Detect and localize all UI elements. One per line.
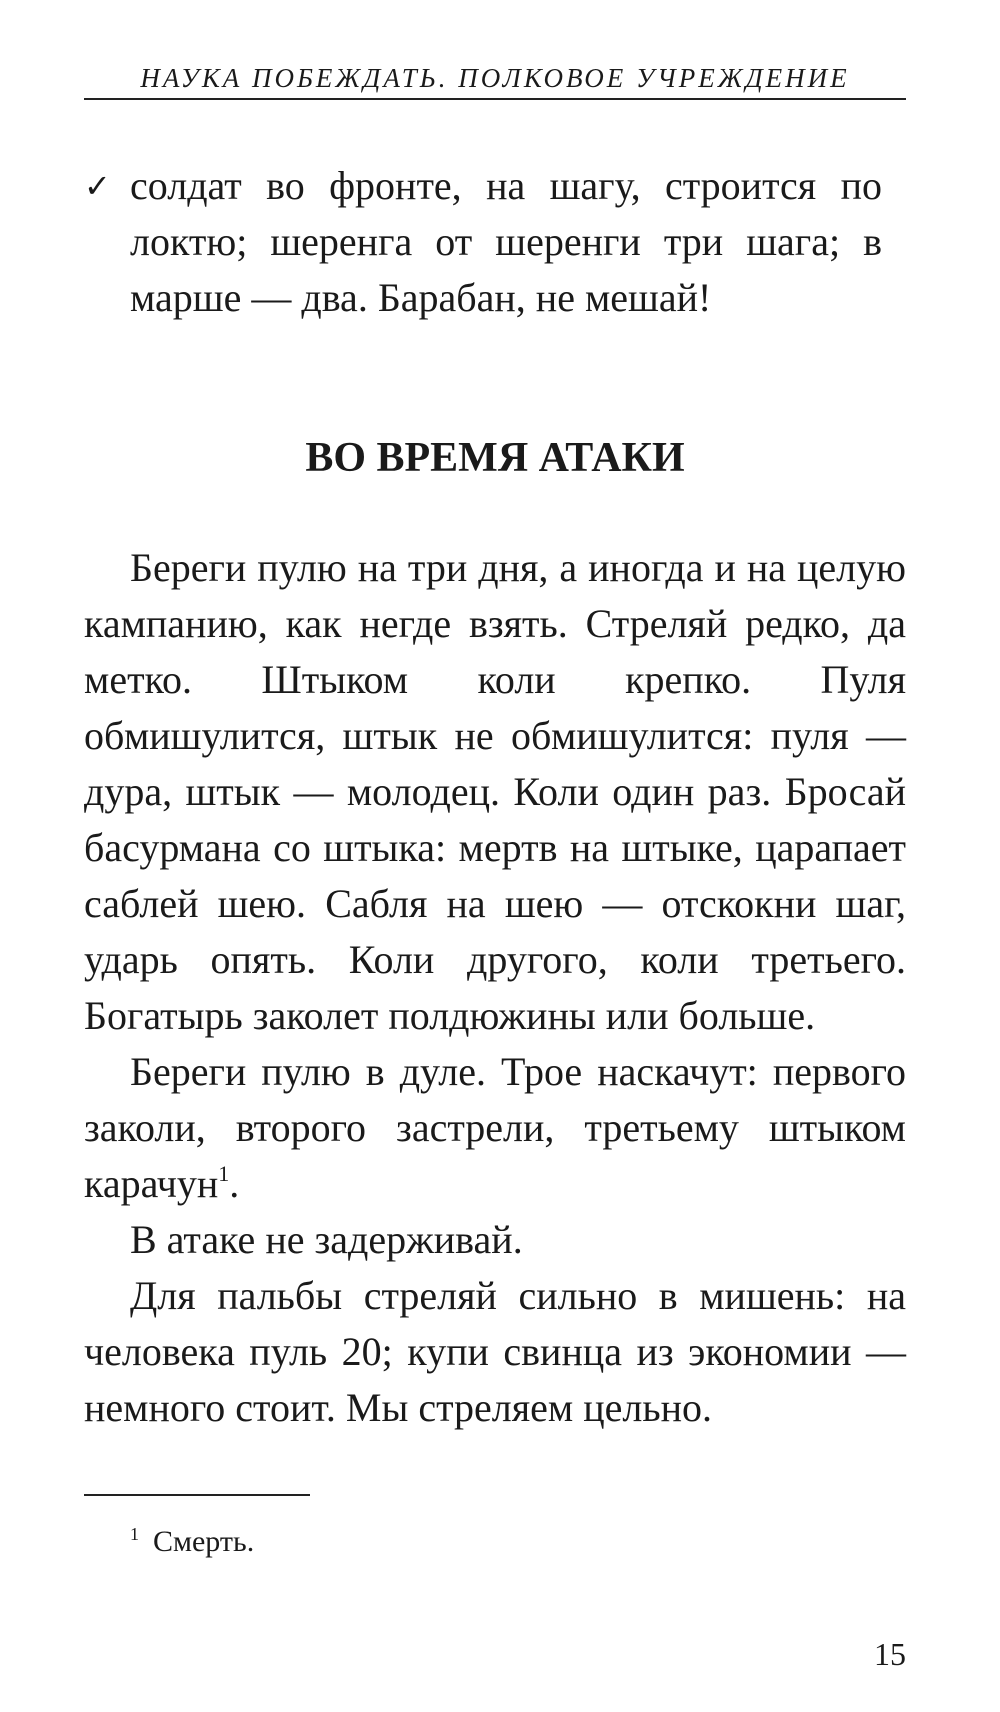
paragraph-1: Береги пулю на три дня, а иногда и на целую кампанию, как негде взять. Стреляй редко, да метко. Штыком коли крепко. Пуля обмишулится, штык не обмишулится: пуля — дура, штык — молодец. Коли один раз. Бросай басурмана со штыка: мертв на штыке, царапает саблей шею. Сабля на шею — отскокни шаг, ударь опять. Коли другого, коли третьего. Богатырь заколет полдюжины или больше.	[84, 545, 906, 1038]
footnote-text: Смерть.	[153, 1525, 255, 1558]
paragraph-3: В атаке не задерживай.	[130, 1217, 523, 1262]
paragraph-2-tail: .	[229, 1161, 240, 1206]
paragraph-2	[84, 1044, 906, 1212]
paragraph-4: Для пальбы стреляй сильно в мишень: на человека пуль 20; купи свинца из экономии — немного стоит. Мы стреляем цельно.	[84, 1273, 906, 1430]
checkmark-icon: ✓	[84, 167, 111, 205]
page-number: 15	[874, 1636, 906, 1672]
running-header: НАУКА ПОБЕЖДАТЬ. ПОЛКОВОЕ УЧРЕЖДЕНИЕ	[84, 62, 906, 100]
checklist-item-text: солдат во фронте, на шагу, строится по локтю; шеренга от шеренги три шага; в марше — два. Барабан, не мешай!	[130, 163, 882, 320]
footnote-divider	[84, 1494, 310, 1496]
checklist-item	[84, 158, 906, 326]
section-heading: ВО ВРЕМЯ АТАКИ	[305, 435, 685, 481]
footnote	[130, 1514, 254, 1562]
footnote-marker: 1	[130, 1524, 139, 1544]
paragraph-2-text: Береги пулю в дуле. Трое наскачут: первого заколи, второго застрели, третьему штыком карачун	[84, 1049, 906, 1206]
section-body	[84, 540, 906, 1436]
footnote-ref: 1	[218, 1160, 230, 1186]
